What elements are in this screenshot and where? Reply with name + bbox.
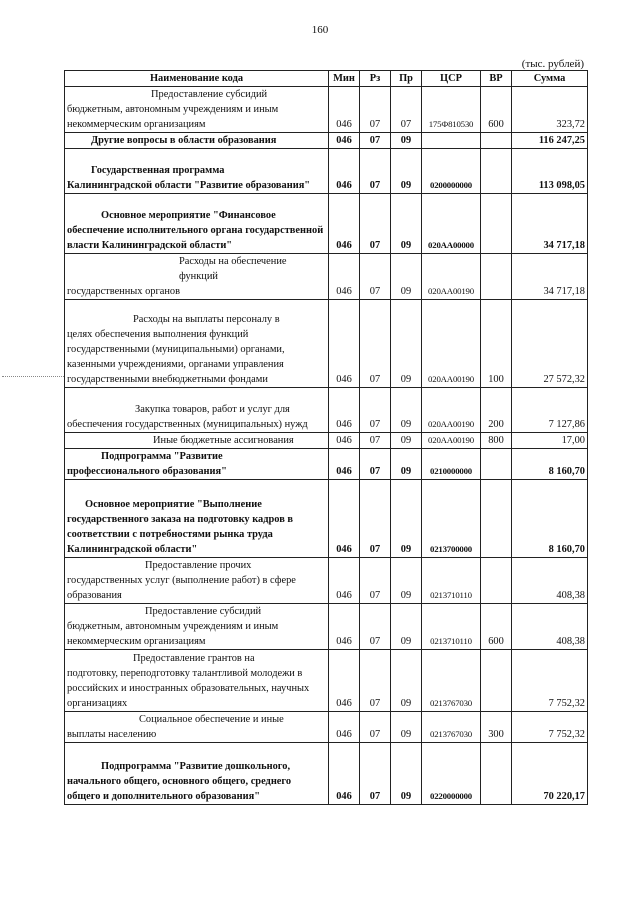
code-name-rest: целях обеспечения выполнения функций государственными (муниципальными) органами, казенными учреждениями, органами управления государственными внебюджетными фондами bbox=[67, 329, 285, 385]
code-name-rest: обеспечения государственных (муниципальных) нужд bbox=[67, 419, 308, 430]
code-name-rest: обеспечение исполнительного органа государственной власти Калининградской области" bbox=[67, 225, 324, 251]
header-row bbox=[65, 71, 588, 87]
vr-cell bbox=[481, 558, 512, 604]
code-name-rest: начального общего, основного общего, среднего общего и дополнительного образования" bbox=[67, 776, 292, 802]
sum-cell: 8 160,70 bbox=[512, 480, 588, 558]
pr-cell: 09 bbox=[391, 149, 422, 194]
pr-cell: 09 bbox=[391, 558, 422, 604]
sum-cell: 8 160,70 bbox=[512, 449, 588, 480]
pr-cell: 09 bbox=[391, 480, 422, 558]
vr-cell bbox=[481, 743, 512, 805]
rz-cell: 07 bbox=[360, 558, 391, 604]
code-name-rest: Калининградской области "Развитие образования" bbox=[67, 180, 311, 191]
code-name-first-line: Основное мероприятие "Финансовое bbox=[101, 210, 276, 221]
margin-mark bbox=[2, 376, 64, 377]
table-row bbox=[65, 388, 588, 433]
csr-cell: 020АА00000 bbox=[422, 194, 481, 254]
vr-cell: 600 bbox=[481, 87, 512, 133]
rz-cell: 07 bbox=[360, 87, 391, 133]
rz-cell: 07 bbox=[360, 449, 391, 480]
min-cell: 046 bbox=[329, 604, 360, 650]
unit-label: (тыс. рублей) bbox=[521, 58, 584, 70]
page-number: 160 bbox=[311, 24, 329, 36]
vr-cell bbox=[481, 149, 512, 194]
sum-cell: 7 752,32 bbox=[512, 712, 588, 743]
table-row bbox=[65, 149, 588, 194]
code-name-cell bbox=[65, 254, 329, 300]
min-cell: 046 bbox=[329, 480, 360, 558]
rz-cell: 07 bbox=[360, 300, 391, 388]
code-name-cell bbox=[65, 433, 329, 449]
sum-cell: 34 717,18 bbox=[512, 254, 588, 300]
header-rz: Рз bbox=[360, 71, 391, 87]
code-name-rest: выплаты населению bbox=[67, 729, 157, 740]
vr-cell: 600 bbox=[481, 604, 512, 650]
csr-cell: 0213710110 bbox=[422, 558, 481, 604]
sum-cell: 27 572,32 bbox=[512, 300, 588, 388]
csr-cell: 020АА00190 bbox=[422, 254, 481, 300]
csr-cell: 0220000000 bbox=[422, 743, 481, 805]
budget-table bbox=[64, 70, 588, 805]
code-name-cell bbox=[65, 87, 329, 133]
code-name-cell bbox=[65, 743, 329, 805]
pr-cell: 09 bbox=[391, 300, 422, 388]
table-row bbox=[65, 480, 588, 558]
table-row bbox=[65, 254, 588, 300]
table-row bbox=[65, 194, 588, 254]
rz-cell: 07 bbox=[360, 388, 391, 433]
vr-cell bbox=[481, 480, 512, 558]
code-name-rest: государственных услуг (выполнение работ) в сфере образования bbox=[67, 575, 296, 601]
code-name-rest: государственных органов bbox=[67, 286, 180, 297]
min-cell: 046 bbox=[329, 149, 360, 194]
header-pr: Пр bbox=[391, 71, 422, 87]
code-name-first-line: Подпрограмма "Развитие дошкольного, bbox=[101, 761, 291, 772]
vr-cell: 200 bbox=[481, 388, 512, 433]
rz-cell: 07 bbox=[360, 433, 391, 449]
header-vr: ВР bbox=[481, 71, 512, 87]
code-name-cell bbox=[65, 449, 329, 480]
table-row bbox=[65, 604, 588, 650]
code-name-first-line: Предоставление прочих bbox=[145, 560, 252, 571]
vr-cell: 300 bbox=[481, 712, 512, 743]
header-csr: ЦСР bbox=[422, 71, 481, 87]
vr-cell bbox=[481, 194, 512, 254]
csr-cell: 175Ф810530 bbox=[422, 87, 481, 133]
min-cell: 046 bbox=[329, 194, 360, 254]
csr-cell: 020АА00190 bbox=[422, 433, 481, 449]
rz-cell: 07 bbox=[360, 254, 391, 300]
csr-cell: 0213767030 bbox=[422, 712, 481, 743]
csr-cell: 0210000000 bbox=[422, 449, 481, 480]
code-name-cell bbox=[65, 480, 329, 558]
table-row bbox=[65, 449, 588, 480]
csr-cell: 0213700000 bbox=[422, 480, 481, 558]
min-cell: 046 bbox=[329, 650, 360, 712]
min-cell: 046 bbox=[329, 87, 360, 133]
code-name-first-line: Основное мероприятие "Выполнение bbox=[85, 499, 262, 510]
csr-cell: 0200000000 bbox=[422, 149, 481, 194]
vr-cell bbox=[481, 133, 512, 149]
vr-cell: 100 bbox=[481, 300, 512, 388]
vr-cell bbox=[481, 650, 512, 712]
header-sum: Сумма bbox=[512, 71, 588, 87]
header-min: Мин bbox=[329, 71, 360, 87]
min-cell: 046 bbox=[329, 558, 360, 604]
table-row bbox=[65, 650, 588, 712]
min-cell: 046 bbox=[329, 449, 360, 480]
code-name-first-line: Иные бюджетные ассигнования bbox=[153, 435, 294, 446]
pr-cell: 09 bbox=[391, 604, 422, 650]
sum-cell: 34 717,18 bbox=[512, 194, 588, 254]
pr-cell: 09 bbox=[391, 194, 422, 254]
code-name-first-line: Предоставление грантов на bbox=[133, 653, 255, 664]
code-name-first-line: Предоставление субсидий bbox=[145, 606, 262, 617]
code-name-first-line: Другие вопросы в области образования bbox=[91, 135, 277, 146]
code-name-cell bbox=[65, 650, 329, 712]
pr-cell: 09 bbox=[391, 743, 422, 805]
sum-cell: 7 127,86 bbox=[512, 388, 588, 433]
sum-cell: 408,38 bbox=[512, 558, 588, 604]
table-row bbox=[65, 133, 588, 149]
code-name-first-line: Социальное обеспечение и иные bbox=[139, 714, 284, 725]
table-row bbox=[65, 743, 588, 805]
rz-cell: 07 bbox=[360, 650, 391, 712]
pr-cell: 09 bbox=[391, 650, 422, 712]
code-name-rest: подготовку, переподготовку талантливой молодежи в российских и иностранных образовательных, научных организациях bbox=[67, 668, 310, 709]
rz-cell: 07 bbox=[360, 133, 391, 149]
min-cell: 046 bbox=[329, 133, 360, 149]
pr-cell: 09 bbox=[391, 254, 422, 300]
csr-cell bbox=[422, 133, 481, 149]
table-row bbox=[65, 558, 588, 604]
min-cell: 046 bbox=[329, 388, 360, 433]
code-name-first-line: Государственная программа bbox=[91, 165, 225, 176]
code-name-rest: государственного заказа на подготовку кадров в соответствии с потребностями рынка труда Калининградской области" bbox=[67, 514, 294, 555]
code-name-rest: бюджетным, автономным учреждениям и иным некоммерческим организациям bbox=[67, 621, 279, 647]
sum-cell: 113 098,05 bbox=[512, 149, 588, 194]
rz-cell: 07 bbox=[360, 194, 391, 254]
table-row bbox=[65, 300, 588, 388]
min-cell: 046 bbox=[329, 743, 360, 805]
rz-cell: 07 bbox=[360, 149, 391, 194]
sum-cell: 116 247,25 bbox=[512, 133, 588, 149]
code-name-rest: профессионального образования" bbox=[67, 466, 227, 477]
table-row bbox=[65, 87, 588, 133]
code-name-cell bbox=[65, 712, 329, 743]
min-cell: 046 bbox=[329, 433, 360, 449]
code-name-rest: бюджетным, автономным учреждениям и иным некоммерческим организациям bbox=[67, 104, 279, 130]
rz-cell: 07 bbox=[360, 712, 391, 743]
code-name-cell bbox=[65, 558, 329, 604]
code-name-cell bbox=[65, 300, 329, 388]
csr-cell: 0213710110 bbox=[422, 604, 481, 650]
csr-cell: 020АА00190 bbox=[422, 388, 481, 433]
code-name-first-line: Предоставление субсидий bbox=[151, 89, 268, 100]
rz-cell: 07 bbox=[360, 480, 391, 558]
code-name-cell bbox=[65, 149, 329, 194]
pr-cell: 09 bbox=[391, 712, 422, 743]
code-name-cell bbox=[65, 194, 329, 254]
pr-cell: 09 bbox=[391, 449, 422, 480]
rz-cell: 07 bbox=[360, 743, 391, 805]
csr-cell: 020АА00190 bbox=[422, 300, 481, 388]
table-row bbox=[65, 712, 588, 743]
rz-cell: 07 bbox=[360, 604, 391, 650]
sum-cell: 323,72 bbox=[512, 87, 588, 133]
vr-cell bbox=[481, 254, 512, 300]
table-row bbox=[65, 433, 588, 449]
sum-cell: 70 220,17 bbox=[512, 743, 588, 805]
code-name-first-line: Подпрограмма "Развитие bbox=[101, 451, 223, 462]
vr-cell bbox=[481, 449, 512, 480]
code-name-first-line: Закупка товаров, работ и услуг для bbox=[135, 404, 290, 415]
sum-cell: 7 752,32 bbox=[512, 650, 588, 712]
pr-cell: 09 bbox=[391, 388, 422, 433]
header-name: Наименование кода bbox=[65, 71, 329, 87]
code-name-cell bbox=[65, 133, 329, 149]
sum-cell: 408,38 bbox=[512, 604, 588, 650]
vr-cell: 800 bbox=[481, 433, 512, 449]
code-name-first-line: Расходы на обеспечение функций bbox=[179, 256, 287, 282]
pr-cell: 09 bbox=[391, 433, 422, 449]
csr-cell: 0213767030 bbox=[422, 650, 481, 712]
code-name-first-line: Расходы на выплаты персоналу в bbox=[133, 314, 280, 325]
min-cell: 046 bbox=[329, 300, 360, 388]
pr-cell: 07 bbox=[391, 87, 422, 133]
code-name-cell bbox=[65, 388, 329, 433]
min-cell: 046 bbox=[329, 712, 360, 743]
code-name-cell bbox=[65, 604, 329, 650]
sum-cell: 17,00 bbox=[512, 433, 588, 449]
min-cell: 046 bbox=[329, 254, 360, 300]
pr-cell: 09 bbox=[391, 133, 422, 149]
